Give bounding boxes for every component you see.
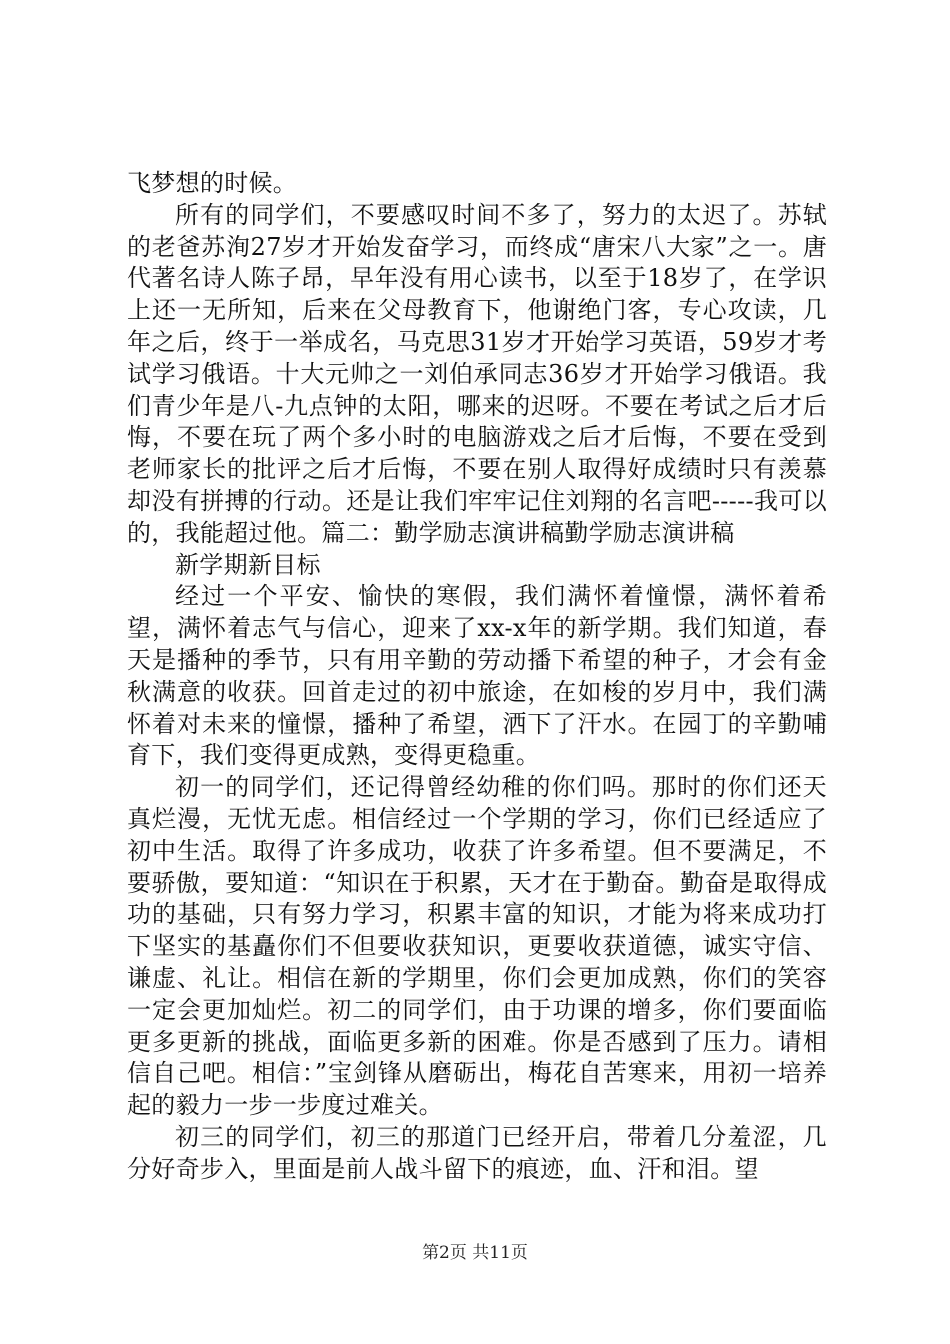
document-body [127,168,827,1186]
paragraph-6: 初三的同学们，初三的那道门已经开启，带着几分羞涩，几分好奇步入，里面是前人战斗留下的痕迹，血、汗和泪。望 [127,1122,827,1183]
paragraph-1: 飞梦想的时候。 [127,169,298,197]
paragraph-4: 经过一个平安、愉快的寒假，我们满怀着憧憬，满怀着希望，满怀着志气与信心，迎来了xx-x年的新学期。我们知道，春天是播种的季节，只有用辛勤的劳动播下希望的种子，才会有金秋满意的收获。回首走过的初中旅途，在如梭的岁月中，我们满怀着对未来的憧憬，播种了希望，洒下了汗水。在园丁的辛勤哺育下，我们变得更成熟，变得更稳重。 [127,582,827,770]
page-number-footer: 第2页 共11页 [422,1243,528,1263]
paragraph-5: 初一的同学们，还记得曾经幼稚的你们吗。那时的你们还天真烂漫，无忧无虑。相信经过一个学期的学习，你们已经适应了初中生活。取得了许多成功，收获了许多希望。但不要满足，不要骄傲，要知道：“知识在于积累，天才在于勤奋。勤奋是取得成功的基础，只有努力学习，积累丰富的知识，才能为将来成功打下坚实的基矗你们不但要收获知识，更要收获道德，诚实守信、谦虚、礼让。相信在新的学期里，你们会更加成熟，你们的笑容一定会更加灿烂。初二的同学们，由于功课的增多，你们要面临更多更新的挑战，面临更多新的困难。你是否感到了压力。请相信自己吧。相信：”宝剑锋从磨砺出，梅花自苦寒来，用初一培养起的毅力一步一步度过难关。 [127,773,827,1120]
paragraph-2: 所有的同学们，不要感叹时间不多了，努力的太迟了。苏轼的老爸苏洵27岁才开始发奋学习，而终成“唐宋八大家”之一。唐代著名诗人陈子昂，早年没有用心读书，以至于18岁了，在学识上还一无所知，后来在父母教育下，他谢绝门客，专心攻读，几年之后，终于一举成名，马克思31岁才开始学习英语，59岁才考试学习俄语。十大元帅之一刘伯承同志36岁才开始学习俄语。我们青少年是八-九点钟的太阳，哪来的迟呀。不要在考试之后才后悔，不要在玩了两个多小时的电脑游戏之后才后悔，不要在受到老师家长的批评之后才后悔，不要在别人取得好成绩时只有羡慕却没有拼搏的行动。还是让我们牢牢记住刘翔的名言吧-----我可以的，我能超过他。篇二：勤学励志演讲稿勤学励志演讲稿 [127,200,827,547]
paragraph-3-heading: 新学期新目标 [175,550,321,579]
